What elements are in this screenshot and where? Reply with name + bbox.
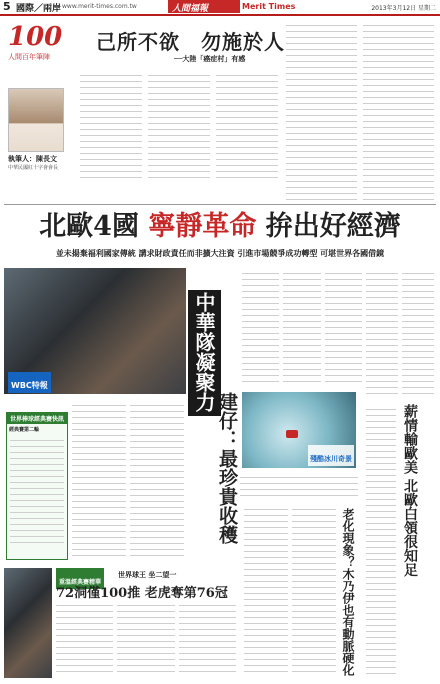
separator-line bbox=[4, 204, 436, 205]
wbc-headline-bottom-text: 建仔：最珍貴收穫 bbox=[216, 392, 238, 544]
page-number: 5 bbox=[3, 0, 11, 13]
glacier-figure bbox=[286, 430, 298, 438]
scoreboard-box bbox=[6, 412, 68, 560]
right-headline-text: 薪情輸歐美 北歐白領很知足 bbox=[402, 404, 418, 577]
masthead-logo: 人間福報 bbox=[172, 4, 209, 14]
scoreboard-subheader bbox=[7, 424, 67, 435]
bottom-body-text bbox=[56, 600, 236, 676]
text-column bbox=[148, 70, 210, 180]
right-headline bbox=[400, 404, 420, 590]
golf-photo bbox=[4, 568, 52, 678]
scoreboard-header bbox=[7, 413, 67, 424]
wbc-body-text bbox=[72, 400, 184, 556]
mummy-headline bbox=[340, 508, 357, 678]
right-body-text bbox=[366, 268, 434, 398]
text-column bbox=[56, 600, 113, 676]
author-photo bbox=[8, 88, 64, 152]
text-column bbox=[292, 504, 336, 674]
right-lower-text bbox=[366, 404, 396, 674]
photo-caption-box bbox=[308, 445, 354, 466]
text-column bbox=[130, 400, 184, 556]
text-column bbox=[402, 268, 434, 398]
masthead-en: Merit Times bbox=[242, 2, 296, 11]
section-label: 國際／兩岸 bbox=[16, 4, 62, 14]
text-column bbox=[244, 504, 288, 674]
text-column bbox=[240, 472, 358, 498]
scoreboard-header-label: 世界棒球經典賽快訊 bbox=[9, 416, 64, 423]
headline-part2: 寧靜革命 bbox=[148, 211, 257, 242]
text-column bbox=[117, 600, 174, 676]
mummy-body-text bbox=[244, 504, 336, 674]
main-body-text bbox=[242, 268, 362, 386]
column-subtitle: ──大陸「癌症村」有感 bbox=[174, 55, 246, 63]
bottom-headline: 72洞僅100推 老虎奪第76冠 bbox=[56, 586, 228, 601]
mummy-headline-text: 老化現象？木乃伊也有動脈硬化 bbox=[341, 508, 355, 676]
bottom-kicker: 世界球王 坐二望一 bbox=[118, 571, 177, 579]
glacier-photo bbox=[242, 392, 356, 468]
text-column bbox=[80, 70, 142, 180]
main-headline bbox=[0, 210, 440, 244]
author-title: 中華民國紅十字會會長 bbox=[8, 165, 59, 171]
masthead-box bbox=[168, 0, 240, 13]
right-top-text bbox=[286, 20, 434, 202]
text-column bbox=[10, 435, 64, 545]
photo-caption-label: 殘酷冰川奇景 bbox=[310, 455, 352, 463]
text-column bbox=[366, 404, 396, 674]
headline-part3: 拚出好經濟 bbox=[265, 211, 401, 242]
text-column bbox=[363, 20, 434, 202]
author-name: 執筆人：陳長文 bbox=[8, 155, 57, 163]
website-url[interactable]: www.merit-times.com.tw bbox=[62, 3, 137, 10]
logo-number: 100 bbox=[8, 22, 63, 52]
wbc-headline-bottom bbox=[214, 392, 241, 552]
text-column bbox=[216, 70, 278, 180]
wbc-tag-label: WBC特報 bbox=[11, 381, 48, 390]
column-title: 己所不欲 勿施於人 bbox=[96, 30, 285, 54]
text-column bbox=[72, 400, 126, 556]
text-column bbox=[325, 268, 362, 386]
wbc-headline-top-text: 中華隊凝聚力 bbox=[192, 292, 216, 412]
text-column bbox=[286, 20, 357, 202]
column-body-text bbox=[80, 70, 278, 180]
text-column bbox=[242, 268, 279, 386]
headline-part1: 北歐4國 bbox=[39, 211, 139, 242]
logo-caption: 人間百年筆陣 bbox=[8, 53, 50, 61]
main-subheadline: 並未揚棄福利國家傳統 講求財政責任而非擴大注資 引進市場競爭成功轉型 可堪世界各國借鏡 bbox=[55, 249, 385, 258]
bottom-label-text: 重溫經典賽精華 bbox=[59, 579, 102, 586]
wbc-tag bbox=[8, 372, 51, 393]
text-column bbox=[283, 268, 320, 386]
glacier-caption-text bbox=[240, 472, 358, 498]
text-column bbox=[366, 268, 398, 398]
column-logo bbox=[8, 22, 68, 62]
issue-date: 2013年3月12日 星期二 bbox=[371, 5, 436, 12]
scoreboard-lines bbox=[7, 435, 67, 545]
scoreboard-subheader-label: 經典賽第二輪 bbox=[9, 427, 40, 433]
page-header bbox=[0, 0, 440, 16]
text-column bbox=[179, 600, 236, 676]
